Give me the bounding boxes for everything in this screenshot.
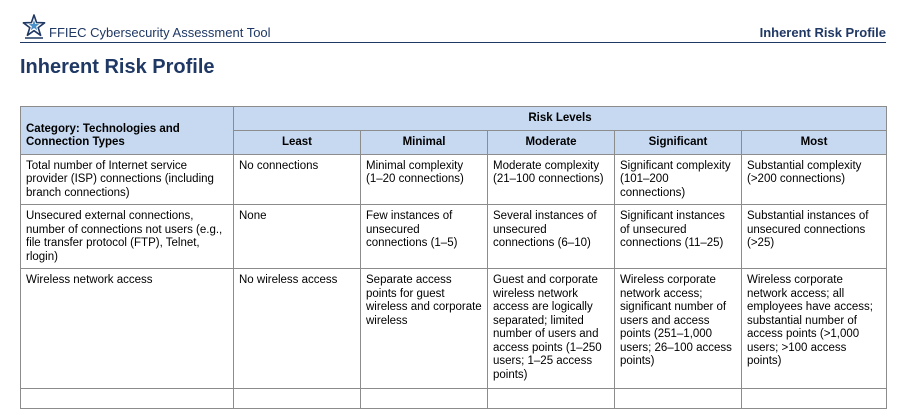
activity-cell: Unsecured external connections, number of connections not users (e.g., file transfer protocol (FTP), Telnet, rlogin)	[21, 205, 234, 269]
category-header: Category: Technologies and Connection Types	[21, 107, 234, 155]
table-row	[21, 154, 887, 205]
inherent-risk-table	[20, 106, 887, 409]
risk-cell: Few instances of unsecured connections (1–5)	[361, 205, 488, 269]
table-row	[21, 269, 887, 389]
risk-cell: Substantial instances of unsecured connections (>25)	[742, 205, 887, 269]
star-logo-icon	[22, 14, 46, 40]
level-header-significant: Significant	[615, 131, 742, 155]
risk-cell: No wireless access	[234, 269, 361, 389]
level-header-minimal: Minimal	[361, 131, 488, 155]
risk-cell: Substantial complexity (>200 connections)	[742, 154, 887, 205]
risk-cell: None	[234, 205, 361, 269]
table-row	[21, 389, 887, 409]
activity-cell: Total number of Internet service provider (ISP) connections (including branch connections)	[21, 154, 234, 205]
risk-cell: Significant complexity (101–200 connections)	[615, 154, 742, 205]
empty-cell	[615, 389, 742, 409]
table-row	[21, 205, 887, 269]
document-header	[20, 14, 886, 43]
risk-cell: Wireless corporate network access; significant number of users and access points (251–1,000 users; 26–100 access points)	[615, 269, 742, 389]
page-title: Inherent Risk Profile	[20, 56, 215, 78]
empty-cell	[742, 389, 887, 409]
risk-levels-header: Risk Levels	[234, 107, 887, 131]
level-header-least: Least	[234, 131, 361, 155]
risk-cell: Guest and corporate wireless network access are logically separated; limited number of users and access points (1–250 users; 1–25 access points)	[488, 269, 615, 389]
risk-cell: Separate access points for guest wireless and corporate wireless	[361, 269, 488, 389]
empty-cell	[361, 389, 488, 409]
level-header-most: Most	[742, 131, 887, 155]
risk-cell: Minimal complexity (1–20 connections)	[361, 154, 488, 205]
activity-cell: Wireless network access	[21, 269, 234, 389]
empty-cell	[21, 389, 234, 409]
section-name: Inherent Risk Profile	[759, 25, 886, 40]
level-header-moderate: Moderate	[488, 131, 615, 155]
risk-cell: Significant instances of unsecured connections (11–25)	[615, 205, 742, 269]
risk-cell: No connections	[234, 154, 361, 205]
risk-cell: Several instances of unsecured connections (6–10)	[488, 205, 615, 269]
empty-cell	[488, 389, 615, 409]
empty-cell	[234, 389, 361, 409]
tool-name: FFIEC Cybersecurity Assessment Tool	[49, 25, 271, 40]
risk-cell: Moderate complexity (21–100 connections)	[488, 154, 615, 205]
risk-cell: Wireless corporate network access; all employees have access; substantial number of access points (>1,000 users; >100 access points)	[742, 269, 887, 389]
